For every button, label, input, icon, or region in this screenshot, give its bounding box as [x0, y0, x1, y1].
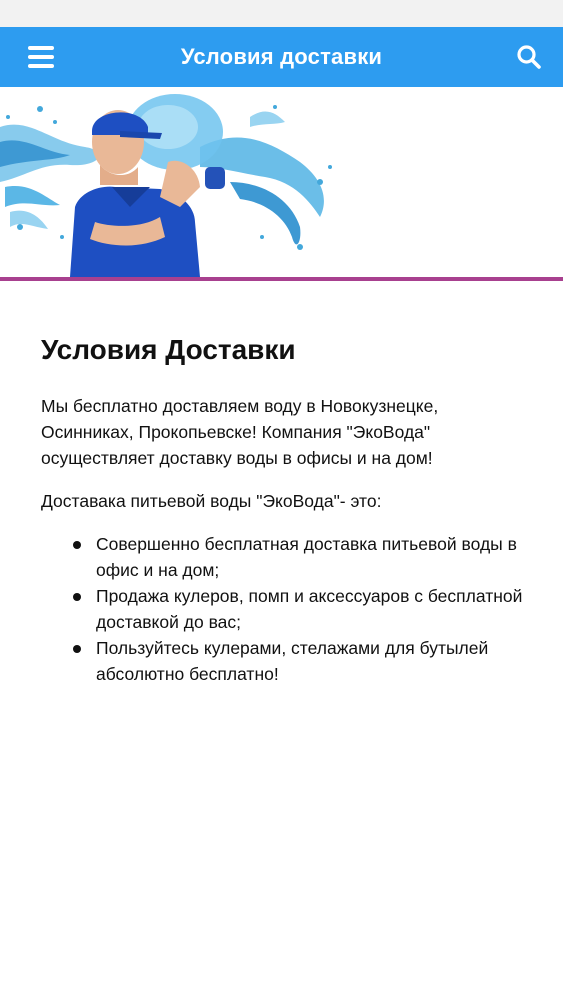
bullet-icon: [73, 645, 81, 653]
banner-image: [0, 87, 563, 277]
list-item: Продажа кулеров, помп и аксессуаров с бесплатной доставкой до вас;: [96, 583, 523, 635]
hamburger-menu-icon[interactable]: [28, 46, 54, 68]
list-item: Совершенно бесплатная доставка питьевой воды в офис и на дом;: [96, 531, 523, 583]
main-content: [0, 281, 563, 687]
list-item: Пользуйтесь кулерами, стелажами для бутылей абсолютно бесплатно!: [96, 635, 523, 687]
search-icon[interactable]: [515, 43, 543, 71]
content-heading: Условия Доставки: [41, 334, 296, 365]
bullet-icon: [73, 593, 81, 601]
benefits-list: [41, 531, 523, 687]
list-intro: Доставака питьевой воды "ЭкоВода"- это:: [41, 491, 382, 511]
bullet-icon: [73, 541, 81, 549]
intro-paragraph: Мы бесплатно доставляем воду в Новокузнецке, Осинниках, Прокопьевске! Компания "ЭкоВода" осуществляет доставку воды в офисы и на дом!: [41, 396, 439, 468]
app-bar: [0, 27, 563, 87]
page-title: Условия доставки: [180, 44, 383, 69]
status-strip: [0, 0, 563, 27]
